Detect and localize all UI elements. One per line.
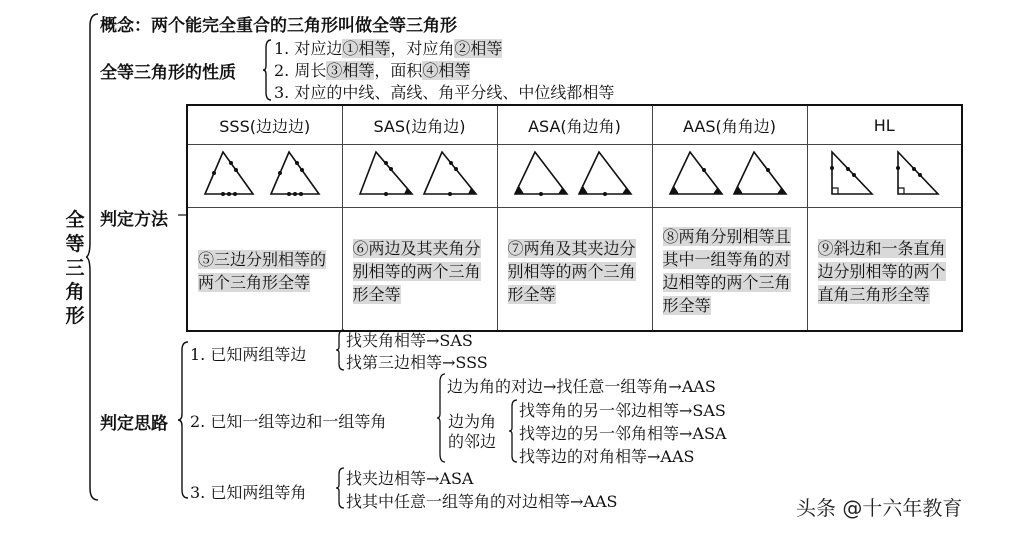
case2-brace [436, 372, 446, 464]
case2-label: 2. 已知一组等边和一组等角 [190, 412, 387, 431]
methods-header-row [187, 105, 962, 145]
case2-adjacent-label: 边为角 的邻边 [448, 412, 497, 451]
desc-sas: ⑥两边及其夹角分别相等的两个三角形全等 [342, 208, 497, 332]
header-sas: SAS(边角边) [342, 105, 497, 145]
root-title: 全 等 三 角 形 [65, 209, 85, 327]
figure-asa [497, 145, 652, 208]
figure-sas [342, 145, 497, 208]
header-hl: HL [807, 105, 962, 145]
case1-brace [335, 328, 345, 372]
case1-label: 1. 已知两组等边 [190, 345, 307, 364]
case3-item-1: 找夹边相等→ASA [346, 469, 474, 488]
case3-brace [335, 466, 345, 510]
case2-adjacent-item-3: 找等边的对角相等→AAS [519, 447, 695, 466]
figure-sss [187, 145, 342, 208]
desc-asa: ⑦两角及其夹边分别相等的两个三角形全等 [497, 208, 652, 332]
case2-adjacent-item-1: 找等角的另一邻边相等→SAS [519, 401, 726, 420]
aas-triangles-figure [660, 146, 800, 202]
header-aas: AAS(角角边) [652, 105, 807, 145]
property-item-1: 1. 对应边①相等，对应角②相等 [274, 39, 503, 58]
case1-item-2: 找第三边相等→SSS [346, 353, 488, 372]
ideas-brace [177, 340, 189, 500]
header-asa: ASA(角边角) [497, 105, 652, 145]
desc-hl: ⑨斜边和一条直角边分别相等的两个直角三角形全等 [807, 208, 962, 332]
root-brace [86, 12, 100, 502]
methods-desc-row [187, 208, 962, 332]
desc-aas: ⑧两角分别相等且其中一组等角的对边相等的两个三角形全等 [652, 208, 807, 332]
properties-label: 全等三角形的性质 [100, 63, 236, 83]
case2-adjacent-item-2: 找等边的另一邻角相等→ASA [519, 424, 727, 443]
figure-hl [807, 145, 962, 208]
property-item-3: 3. 对应的中线、高线、角平分线、中位线都相等 [274, 83, 615, 102]
desc-sss: ⑤三边分别相等的两个三角形全等 [187, 208, 342, 332]
asa-triangles-figure [505, 146, 645, 202]
case3-label: 3. 已知两组等角 [190, 483, 307, 502]
concept-line: 概念：两个能完全重合的三角形叫做全等三角形 [100, 16, 457, 36]
methods-figure-row [187, 145, 962, 208]
properties-brace [262, 38, 272, 102]
methods-label: 判定方法 [100, 210, 168, 230]
methods-table [186, 104, 963, 332]
sas-triangles-figure [350, 146, 490, 202]
ideas-label: 判定思路 [100, 414, 168, 434]
hl-triangles-figure [814, 146, 954, 202]
case3-item-2: 找其中任意一组等角的对边相等→AAS [346, 492, 618, 511]
case2-opposite: 边为角的对边→找任意一组等角→AAS [447, 377, 716, 396]
figure-aas [652, 145, 807, 208]
header-sss: SSS(边边边) [187, 105, 342, 145]
property-item-2: 2. 周长③相等，面积④相等 [274, 61, 471, 80]
watermark: 头条 @十六年教育 [796, 496, 963, 520]
case1-item-1: 找夹角相等→SAS [346, 331, 473, 350]
sss-triangles-figure [195, 146, 335, 202]
case2-adjacent-brace [508, 398, 518, 464]
